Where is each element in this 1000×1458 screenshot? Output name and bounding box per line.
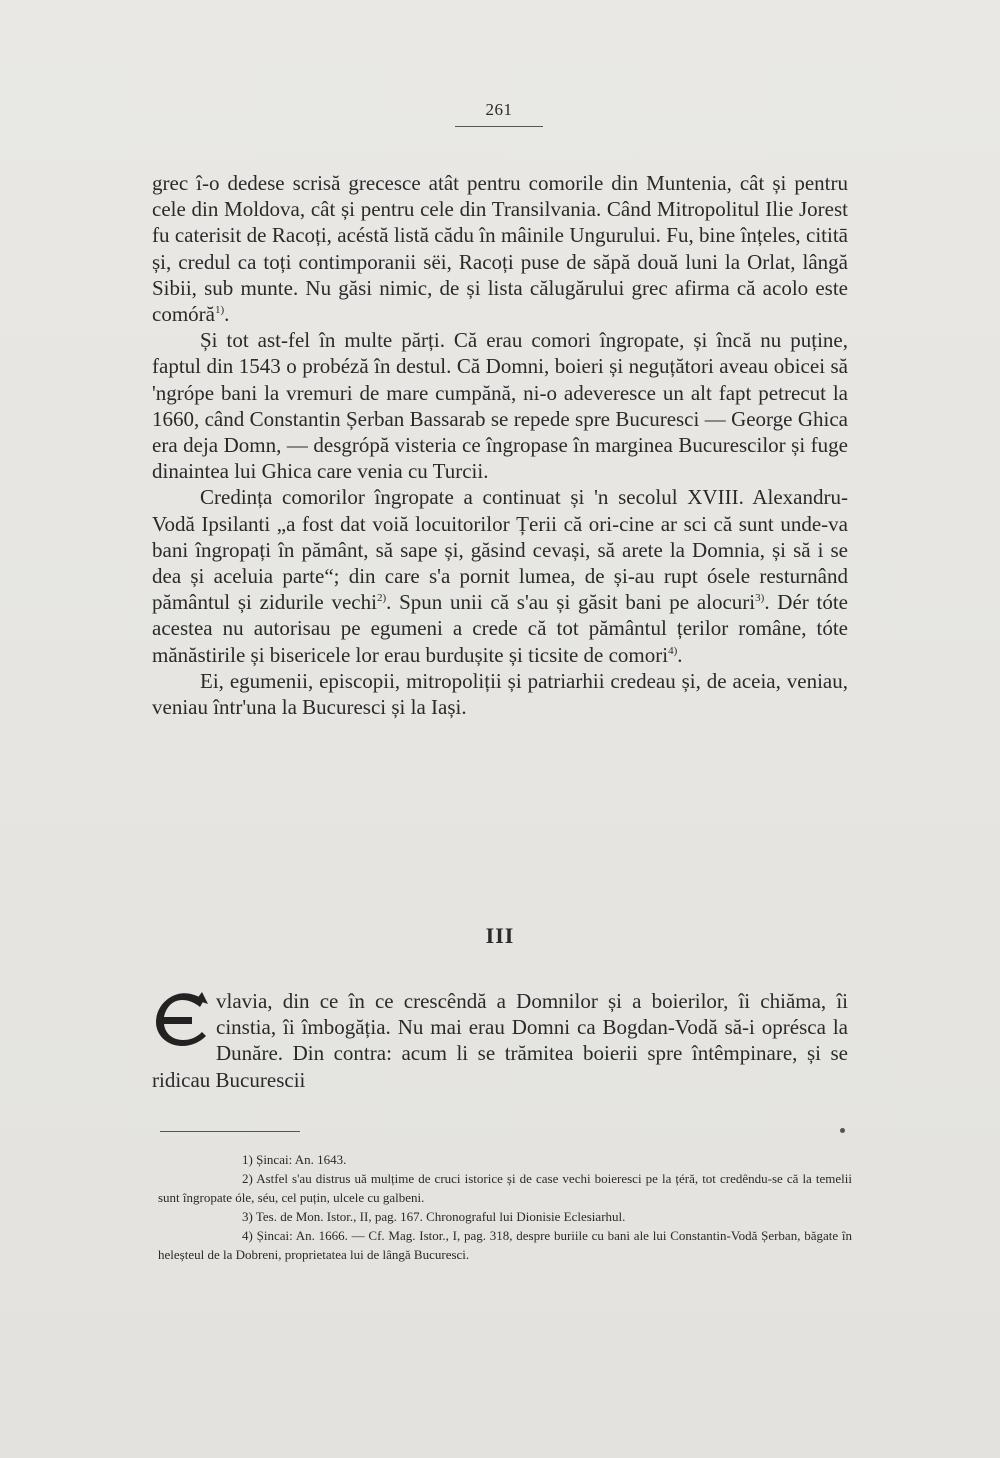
dropcap-e-icon [152,990,210,1048]
main-text [152,170,848,720]
paragraph-1-end: . [224,302,230,327]
footnote-3-text: Tes. de Mon. Istor., II, pag. 167. Chronograful lui Dionisie Eclesiarhul. [255,1209,626,1224]
page-number: 261 [485,100,513,119]
footnote-ref-1: 1) [214,304,225,317]
footnote-ref-2: 2) [376,592,387,605]
footnote-3 [158,1207,852,1226]
paragraph-1-text: grec î-o dedese scrisă grecesce atât pentru comorile din Muntenia, cât și pentru cele din Moldova, cât și pentru cele din Transilvania. Când Mitropolitul Ilie Jorest fu caterisit de Racoți, acéstă listă cădu în mâinile Ungurului. Fu, bine înțeles, cititā și, credul ca toți contimporanii sëi, Racoți puse de săpă două luni la Orlat, lângă Sibii, sub munte. Nu găsi nimic, de și lista călugărului grec afirma că acolo este comóră [152,171,848,327]
paragraph-1 [152,170,848,327]
footnote-2-text: Astfel s'au distrus uă mulțime de cruci istorice și de case vechi boieresci pe la țéră, tot credêndu-se că la temelii sunt îngropate óle, séu, cel puțin, ulcele cu galbeni. [158,1171,852,1205]
footnote-4 [158,1226,852,1264]
paragraph-3 [152,484,848,667]
footnote-4-number: 4) [242,1228,253,1243]
footnote-4-text: Șincai: An. 1666. — Cf. Mag. Istor., I, pag. 318, despre buriile cu bani ale lui Constantin-Vodă Șerban, băgate în heleșteul de la Dobreni, proprietatea lui de lângă Bucuresci. [158,1228,852,1262]
paragraph-3-text-a: Credința comorilor îngropate a continuat și 'n secolul XVIII. Alexandru-Vodă Ipsilanti „a fost dat voiă locuitorilor Țerii că ori-cine ar sci că sunt unde-va bani îngropați în pământ, să sape și, găsind cevași, să arete la Domnia, și să i se dea și aceluia parte“; din care s'a pornit lumea, de și-au rupt ósele resturnând pământul și zidurile vechi [152,485,848,615]
paragraph-4: Ei, egumenii, episcopii, mitropoliții și patriarhii credeau și, de aceia, veniau, veniau într'una la Bucuresci și la Iași. [152,668,848,720]
footnote-3-number: 3) [242,1209,253,1224]
paragraph-3-text-c: . Dér tóte acestea nu autorisau pe egumeni a crede că tot pământul țerilor române, tóte mănăstirile și bisericele lor erau burdușite și ticsite de comori [152,590,848,667]
dropcap-e-ornament [152,990,210,1048]
footnote-rule [160,1131,300,1132]
page-speck [840,1128,845,1133]
section-text [152,988,848,1093]
page-number-rule [455,126,543,127]
footnote-1-number: 1) [242,1152,253,1167]
footnote-1 [158,1150,852,1169]
footnote-1-text: Șincai: An. 1643. [256,1152,347,1167]
footnote-2 [158,1169,852,1207]
section-heading: III [485,923,515,948]
footnote-2-number: 2) [242,1171,253,1186]
footnote-ref-4: 4) [668,644,678,657]
paragraph-3-text-b: . Spun unii că s'au și găsit bani pe alocuri [386,590,756,615]
footnotes [158,1150,852,1264]
section-text-body: vlavia, din ce în ce crescêndă a Domnilor și a boierilor, îi chiăma, îi cinstia, îi îmbogăția. Nu mai erau Domni ca Bogdan-Vodă să-i oprésca la Dunăre. Din contra: acum li se trămitea boierii spre întêmpinare, și se ridicau Bucurescii [152,989,848,1092]
footnote-ref-3: 3) [755,592,765,605]
paragraph-2: Și tot ast-fel în multe părți. Că erau comori îngropate, și încă nu puține, faptul din 1543 o probéză în destul. Că Domni, boieri și neguțători aveau obicei să 'ngrópe bani la vremuri de mare cumpănă, ni-o adeveresce un alt fapt petrecut la 1660, când Constantin Șerban Bassarab se repede spre Bucuresci — George Ghica era deja Domn, — desgrópă visteria ce îngropase în marginea Bucurescilor și fuge dinaintea lui Ghica care venia cu Turcii. [152,328,848,484]
paragraph-3-end: . [677,642,683,667]
